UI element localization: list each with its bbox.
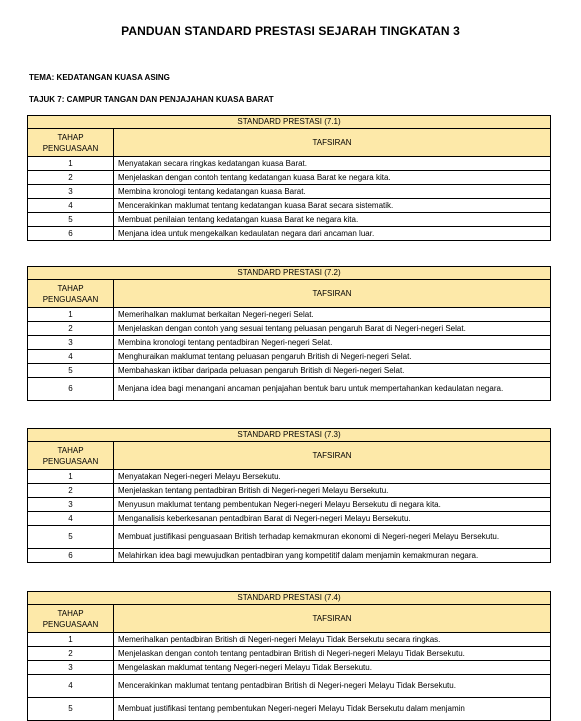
table-row	[28, 336, 551, 350]
level-cell: 2	[28, 171, 114, 185]
description-cell: Melahirkan idea bagi mewujudkan pentadbiran yang kompetitif dalam menjamin kemakmuran negara.	[114, 549, 551, 563]
column-header-tahap: TAHAP PENGUASAAN	[28, 442, 114, 470]
description-cell: Menjelaskan dengan contoh tentang kedatangan kuasa Barat ke negara kita.	[114, 171, 551, 185]
table-row	[28, 322, 551, 336]
topic-heading: TAJUK 7: CAMPUR TANGAN DAN PENJAJAHAN KUASA BARAT	[29, 95, 274, 104]
table-row	[28, 364, 551, 378]
level-cell: 5	[28, 698, 114, 721]
level-cell: 4	[28, 199, 114, 213]
table-row	[28, 633, 551, 647]
description-cell: Menganalisis keberkesanan pentadbiran Barat di Negeri-negeri Melayu Bersekutu.	[114, 512, 551, 526]
theme-heading: TEMA: KEDATANGAN KUASA ASING	[29, 73, 170, 82]
level-cell: 4	[28, 675, 114, 698]
column-header-tahap: TAHAP PENGUASAAN	[28, 129, 114, 157]
table-row	[28, 549, 551, 563]
level-cell: 4	[28, 512, 114, 526]
table-row	[28, 512, 551, 526]
table-row	[28, 308, 551, 322]
description-cell: Membuat justifikasi tentang pembentukan Negeri-negeri Melayu Tidak Bersekutu dalam menjamin	[114, 698, 551, 721]
description-cell: Menghuraikan maklumat tentang peluasan pengaruh British di Negeri-negeri Selat.	[114, 350, 551, 364]
table-row	[28, 661, 551, 675]
level-cell: 2	[28, 484, 114, 498]
description-cell: Menyusun maklumat tentang pembentukan Negeri-negeri Melayu Bersekutu di negara kita.	[114, 498, 551, 512]
description-cell: Membina kronologi tentang kedatangan kuasa Barat.	[114, 185, 551, 199]
level-cell: 3	[28, 498, 114, 512]
table-row	[28, 647, 551, 661]
table-row	[28, 157, 551, 171]
description-cell: Mencerakinkan maklumat tentang kedatangan kuasa Barat secara sistematik.	[114, 199, 551, 213]
standard-table-7-4	[27, 591, 551, 721]
table-row	[28, 171, 551, 185]
table-heading: STANDARD PRESTASI (7.3)	[28, 429, 551, 442]
table-row	[28, 350, 551, 364]
level-cell: 6	[28, 549, 114, 563]
description-cell: Menyatakan secara ringkas kedatangan kuasa Barat.	[114, 157, 551, 171]
level-cell: 2	[28, 322, 114, 336]
page-title: PANDUAN STANDARD PRESTASI SEJARAH TINGKATAN 3	[121, 24, 460, 38]
level-cell: 3	[28, 185, 114, 199]
level-cell: 6	[28, 227, 114, 241]
column-header-tafsiran: TAFSIRAN	[114, 129, 551, 157]
level-cell: 5	[28, 213, 114, 227]
table-row	[28, 698, 551, 721]
description-cell: Menjelaskan dengan contoh yang sesuai tentang peluasan pengaruh Barat di Negeri-negeri Selat.	[114, 322, 551, 336]
column-header-tafsiran: TAFSIRAN	[114, 442, 551, 470]
standard-table-7-3	[27, 428, 551, 563]
description-cell: Menjelaskan dengan contoh tentang pentadbiran British di Negeri-negeri Melayu Tidak Bersekutu.	[114, 647, 551, 661]
description-cell: Membuat penilaian tentang kedatangan kuasa Barat ke negara kita.	[114, 213, 551, 227]
column-header-tafsiran: TAFSIRAN	[114, 605, 551, 633]
table-row	[28, 675, 551, 698]
description-cell: Membina kronologi tentang pentadbiran Negeri-negeri Selat.	[114, 336, 551, 350]
table-row	[28, 498, 551, 512]
table-row	[28, 227, 551, 241]
standard-table-7-1	[27, 115, 551, 241]
standard-table-7-2	[27, 266, 551, 401]
description-cell: Menjana idea untuk mengekalkan kedaulatan negara dari ancaman luar.	[114, 227, 551, 241]
level-cell: 6	[28, 378, 114, 401]
level-cell: 2	[28, 647, 114, 661]
description-cell: Memerihalkan maklumat berkaitan Negeri-negeri Selat.	[114, 308, 551, 322]
column-header-tahap: TAHAP PENGUASAAN	[28, 280, 114, 308]
table-row	[28, 378, 551, 401]
description-cell: Menjelaskan tentang pentadbiran British di Negeri-negeri Melayu Bersekutu.	[114, 484, 551, 498]
table-row	[28, 213, 551, 227]
table-row	[28, 526, 551, 549]
table-row	[28, 199, 551, 213]
description-cell: Mengelaskan maklumat tentang Negeri-negeri Melayu Tidak Bersekutu.	[114, 661, 551, 675]
table-heading: STANDARD PRESTASI (7.1)	[28, 116, 551, 129]
level-cell: 4	[28, 350, 114, 364]
level-cell: 1	[28, 470, 114, 484]
column-header-tafsiran: TAFSIRAN	[114, 280, 551, 308]
table-row	[28, 185, 551, 199]
level-cell: 3	[28, 661, 114, 675]
description-cell: Membuat justifikasi penguasaan British terhadap kemakmuran ekonomi di Negeri-negeri Melayu Bersekutu.	[114, 526, 551, 549]
table-row	[28, 484, 551, 498]
description-cell: Menjana idea bagi menangani ancaman penjajahan bentuk baru untuk mempertahankan kedaulatan negara.	[114, 378, 551, 401]
table-heading: STANDARD PRESTASI (7.2)	[28, 267, 551, 280]
table-row	[28, 470, 551, 484]
description-cell: Memerihalkan pentadbiran British di Negeri-negeri Melayu Tidak Bersekutu secara ringkas.	[114, 633, 551, 647]
level-cell: 5	[28, 364, 114, 378]
level-cell: 1	[28, 633, 114, 647]
description-cell: Menyatakan Negeri-negeri Melayu Bersekutu.	[114, 470, 551, 484]
table-heading: STANDARD PRESTASI (7.4)	[28, 592, 551, 605]
column-header-tahap: TAHAP PENGUASAAN	[28, 605, 114, 633]
level-cell: 1	[28, 308, 114, 322]
description-cell: Membahaskan iktibar daripada peluasan pengaruh British di Negeri-negeri Selat.	[114, 364, 551, 378]
level-cell: 3	[28, 336, 114, 350]
level-cell: 5	[28, 526, 114, 549]
level-cell: 1	[28, 157, 114, 171]
description-cell: Mencerakinkan maklumat tentang pentadbiran British di Negeri-negeri Melayu Tidak Bersekutu.	[114, 675, 551, 698]
